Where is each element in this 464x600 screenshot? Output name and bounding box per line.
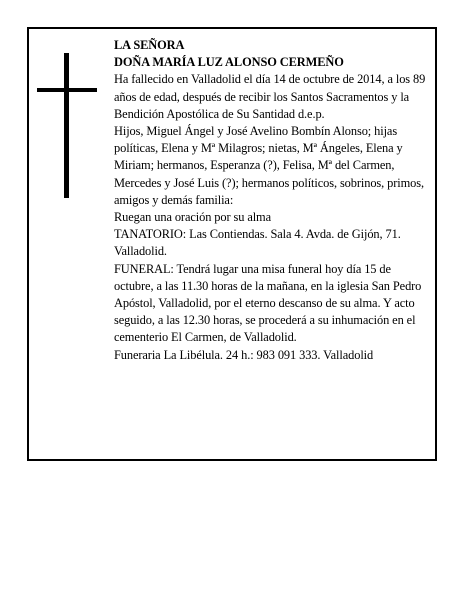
funeral-info: FUNERAL: Tendrá lugar una misa funeral hoy día 15 de octubre, a las 11.30 horas de la mañana, en la iglesia San Pedro Apóstol, Valladolid, por el eterno descanso de su alma. Y acto seguido, a las 12.30 horas, se procederá a su inhumación en el cementerio El Carmen, de Valladolid. [114, 261, 422, 345]
cross-vertical-bar [64, 53, 69, 198]
latin-cross-icon [37, 53, 97, 198]
deceased-name: DOÑA MARÍA LUZ ALONSO CERMEÑO [114, 55, 344, 70]
cross-horizontal-bar [37, 88, 97, 92]
obituary-text [114, 37, 430, 364]
death-announcement: Ha fallecido en Valladolid el día 14 de octubre de 2014, a los 89 años de edad, después de recibir los Santos Sacramentos y la Bendición Apostólica de Su Santidad d.e.p. [114, 72, 426, 121]
family-list: Hijos, Miguel Ángel y José Avelino Bombín Alonso; hijas políticas, Elena y Mª Milagros; nietas, Mª Ángeles, Elena y Miriam; hermanos, Esperanza (?), Felisa, Mª del Carmen, Mercedes y José Luis (?); hermanos políticos, sobrinos, primos, amigos y demás familia: [114, 124, 424, 207]
tanatorio-info: TANATORIO: Las Contiendas. Sala 4. Avda. de Gijón, 71. Valladolid. [114, 227, 401, 259]
funeraria-info: Funeraria La Libélula. 24 h.: 983 091 333. Valladolid [114, 347, 374, 362]
heading-title: LA SEÑORA [114, 38, 185, 52]
prayer-request: Ruegan una oración por su alma [114, 210, 271, 225]
